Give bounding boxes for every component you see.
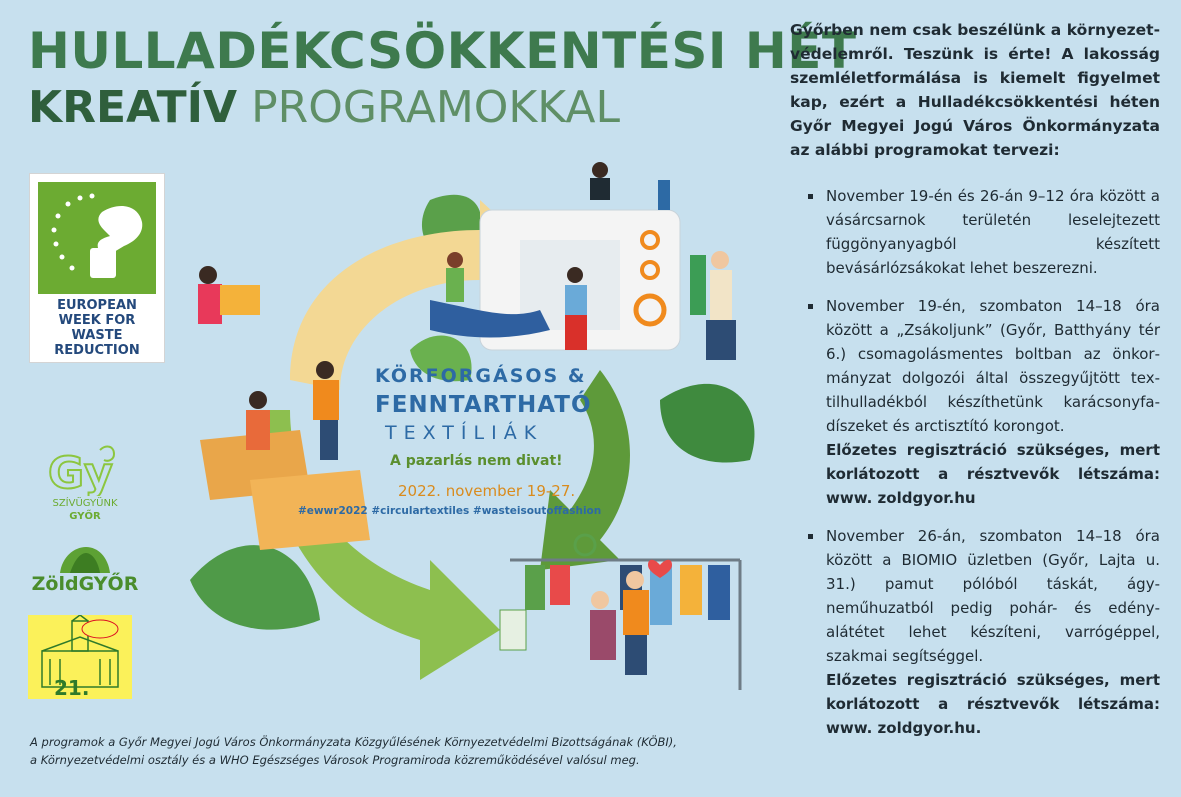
footer-line1: A programok a Győr Megyei Jogú Város Önkormányzata Közgyűlésének Környezetvédelmi Bizottságának (KÖBI), xyxy=(30,735,677,749)
zoldgyor-logo-text: ZöldGYŐR xyxy=(31,573,139,595)
intro-text: Győrben nem csak beszélünk a környezetvédelemről. Teszünk is érte! A lakosság szemléletformálása is kiemelt figyelmet kap, ezért a Hulladékcsökkentési héten Győr Megyei Jogú Város Önkormányzata az alábbi programokat tervezi: xyxy=(790,21,1160,159)
title-programokkal: PROGRAMOKKAL xyxy=(251,82,620,133)
list-item xyxy=(790,524,1160,740)
page-title-line1: HULLADÉKCSÖKKENTÉSI HÉT xyxy=(28,22,857,80)
poster-illustration xyxy=(180,160,780,700)
ewwr-logo-emblem xyxy=(38,182,156,294)
program-description xyxy=(790,18,1160,754)
registration-note: Előzetes regisztráció szükséges, mert korlátozott a résztvevők létszáma: www. zoldgyor.hu xyxy=(826,441,1160,507)
zoldgyor-logo xyxy=(30,543,140,601)
registration-note: Előzetes regisztráció szükséges, mert korlátozott a résztvevők létszáma: www. zoldgyor.hu. xyxy=(826,671,1160,737)
bullet-icon xyxy=(808,534,813,539)
city-hall-21-logo xyxy=(28,615,132,699)
gyor-logo-line2: GYŐR xyxy=(69,511,101,522)
szivugyunk-gyor-logo xyxy=(40,440,130,520)
program-list xyxy=(790,184,1160,740)
gyor-logo-line1: SZÍVÜGYÜNK xyxy=(52,498,118,509)
poster-title-line1: KÖRFORGÁSOS & xyxy=(375,365,587,387)
footer-note xyxy=(30,733,770,769)
list-item xyxy=(790,294,1160,510)
bullet-icon xyxy=(808,304,813,309)
footer-line2: a Környezetvédelmi osztály és a WHO Egészséges Városok Programiroda közreműködésével valósul meg. xyxy=(30,753,640,767)
poster-hashtags: #ewwr2022 #circulartextiles #wasteisoutoffashion xyxy=(298,505,602,517)
logo-21-number: 21. xyxy=(54,676,90,699)
poster-slogan: A pazarlás nem divat! xyxy=(390,453,563,469)
svg-text:Gy: Gy xyxy=(48,448,113,496)
ewwr-logo xyxy=(29,173,165,363)
program-text: November 19-én, szombaton 14–18 óra között a „Zsákoljunk” (Győr, Batthyány tér 6.) csomagolásmentes boltban az önkormányzat dolgozói által összegyűjtött textilhulladékból készíthetünk karácsonyfadíszeket és arctisztító korongot. xyxy=(826,297,1160,435)
page-title-line2 xyxy=(28,82,620,133)
poster-title-line2: FENNTARTHATÓ xyxy=(375,392,592,418)
poster-date: 2022. november 19-27. xyxy=(398,482,576,500)
clothes-rack-icon xyxy=(500,535,740,690)
program-text: November 26-án, szombaton 14–18 óra között a BIOMIO üzletben (Győr, Lajta u. 31.) pamut pólóból táskát, ágyneműhuzatból pedig pohár- és edényalátétet lehet készíteni, varrógéppel, szakmai segítséggel. xyxy=(826,527,1160,665)
title-kreativ: KREATÍV xyxy=(28,82,238,133)
list-item xyxy=(790,184,1160,280)
ewwr-logo-text: EUROPEAN WEEK FOR WASTE REDUCTION xyxy=(54,298,140,358)
bullet-icon xyxy=(808,194,813,199)
poster-title-line3: TEXTÍLIÁK xyxy=(385,422,544,444)
program-text: November 19-én és 26-án 9–12 óra között a vásárcsarnok területén leselejtezett függönyanyagból készített bevásárlózsákokat lehet beszerezni. xyxy=(826,187,1160,277)
